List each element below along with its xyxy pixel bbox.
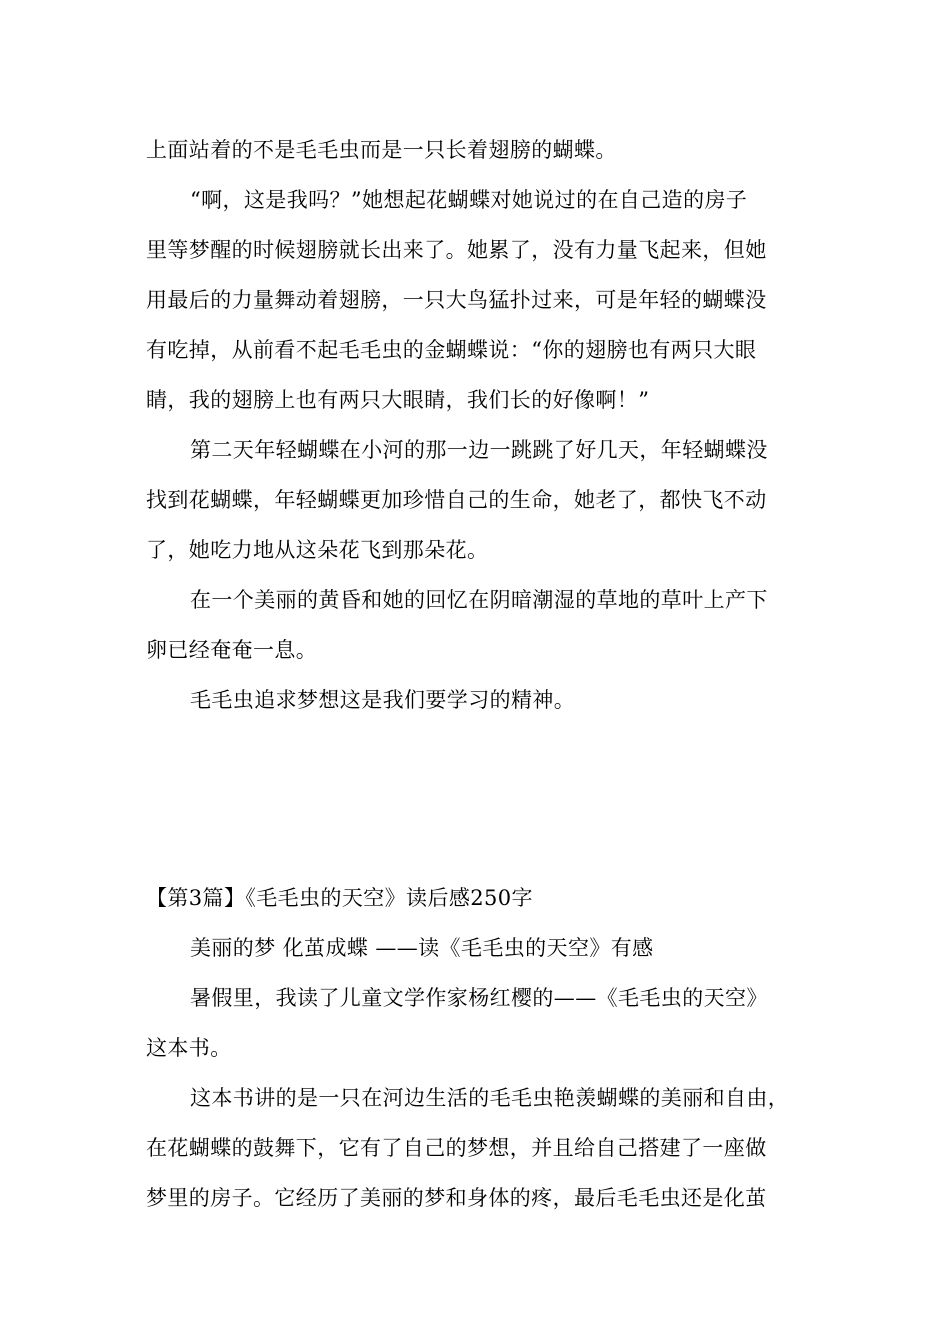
- paragraph-line: 梦里的房子。它经历了美丽的梦和身体的疼，最后毛毛虫还是化茧: [146, 1186, 767, 1210]
- paragraph-line: 卵已经奄奄一息。: [146, 638, 318, 662]
- paragraph-line: 毛毛虫追求梦想这是我们要学习的精神。: [190, 688, 576, 712]
- paragraph-line: 有吃掉，从前看不起毛毛虫的金蝴蝶说：“你的翅膀也有两只大眼: [146, 338, 757, 362]
- paragraph-line: 上面站着的不是毛毛虫而是一只长着翅膀的蝴蝶。: [146, 138, 617, 162]
- paragraph-line: 这本书讲的是一只在河边生活的毛毛虫艳羡蝴蝶的美丽和自由，: [190, 1086, 790, 1110]
- paragraph-line: 了，她吃力地从这朵花飞到那朵花。: [146, 538, 489, 562]
- paragraph-line: 暑假里，我读了儿童文学作家杨红樱的——《毛毛虫的天空》: [190, 986, 768, 1010]
- paragraph-line: 第二天年轻蝴蝶在小河的那一边一跳跳了好几天，年轻蝴蝶没: [190, 438, 768, 462]
- section-heading: 【第3篇】《毛毛虫的天空》读后感250字: [146, 886, 533, 910]
- paragraph-line: 找到花蝴蝶，年轻蝴蝶更加珍惜自己的生命，她老了，都快飞不动: [146, 488, 767, 512]
- paragraph-line: 里等梦醒的时候翅膀就长出来了。她累了，没有力量飞起来，但她: [146, 238, 767, 262]
- paragraph-line: 在一个美丽的黄昏和她的回忆在阴暗潮湿的草地的草叶上产下: [190, 588, 768, 612]
- paragraph-line: “啊，这是我吗？”她想起花蝴蝶对她说过的在自己造的房子: [190, 188, 748, 212]
- paragraph-line: 在花蝴蝶的鼓舞下，它有了自己的梦想，并且给自己搭建了一座做: [146, 1136, 767, 1160]
- paragraph-line: 睛，我的翅膀上也有两只大眼睛，我们长的好像啊！”: [146, 388, 650, 412]
- paragraph-line: 这本书。: [146, 1036, 232, 1060]
- paragraph-line: 用最后的力量舞动着翅膀，一只大鸟猛扑过来，可是年轻的蝴蝶没: [146, 288, 767, 312]
- subtitle-line: 美丽的梦 化茧成蝶 ——读《毛毛虫的天空》有感: [190, 936, 654, 960]
